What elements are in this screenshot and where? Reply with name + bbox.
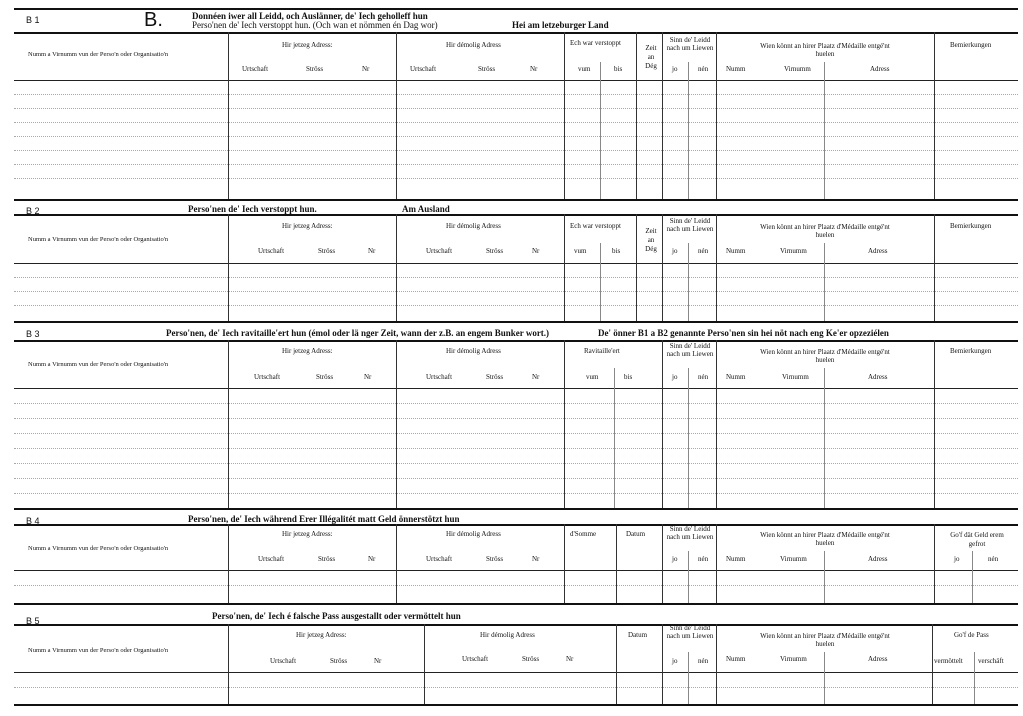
col-somme-header: d'Somme [570,530,597,538]
section-title-extra: Am Ausland [402,204,450,214]
sub-urtschaft: Urtschaft [410,65,437,73]
col-remarks-header: Bemierkungen [950,41,992,49]
sub-jo: jo [672,247,678,255]
col-hid-header: Ech war verstoppt [570,222,621,230]
sub-nr: Nr [530,65,538,73]
section-title-line2: Perso'nen de' Iech verstoppt hun. (Och wan et nömmen én Dag wor) [192,20,438,30]
col-alive-header: Sinn de' Leidd nach um Liewen [666,525,714,541]
section-b3 [14,326,1018,510]
sub-nr: Nr [364,373,372,381]
sub-stross: Ströss [330,657,348,665]
section-big-letter: B. [144,9,163,31]
sub-nr: Nr [362,65,370,73]
sub-adress: Adress [868,247,888,255]
sub-stross: Ströss [318,555,336,563]
col-who-header: Wien könnt an hirer Plaatz d'Médaille entgé'nt huelen [760,632,890,648]
sub-urtschaft: Urtschaft [426,555,453,563]
col-time-header: Zeit an Dég [645,227,657,253]
col-remarks-header: Bemierkungen [950,222,992,230]
sub-numm: Numm [726,247,746,255]
sub-urtschaft: Urtschaft [270,657,297,665]
sub-vum: vum [578,65,591,73]
sub-urtschaft: Urtschaft [426,373,453,381]
col-old-address-header: Hir démolig Adress [446,222,501,230]
sub-verschaft: verschäft [978,657,1004,665]
sub-nen: nén [698,65,709,73]
col-name-header: Numm a Virnumm vun der Perso'n oder Organisatio'n [28,361,169,368]
sub-nr: Nr [374,657,382,665]
sub-vermettelt: vermöttelt [934,657,963,665]
col-remarks-header: Bemierkungen [950,347,992,355]
section-title: Perso'nen, de' Iech ravitaille'ert hun (émol oder lä nger Zeit, wann der z.B. an engem Bunker wort.) [166,328,550,338]
sub-vum: vum [574,247,587,255]
section-code: B 2 [26,206,40,216]
sub-stross: Ströss [318,247,336,255]
sub-virnumm: Virnumm [780,655,807,663]
section-title: Perso'nen de' Iech verstoppt hun. [188,204,317,214]
sub-nr: Nr [368,555,376,563]
sub-stross: Ströss [486,555,504,563]
sub-nen: nén [698,247,709,255]
sub-vum: vum [586,373,599,381]
sub-jo: jo [672,657,678,665]
sub-nr: Nr [532,555,540,563]
col-old-address-header: Hir démolig Adress [446,41,501,49]
col-who-header: Wien könnt an hirer Plaatz d'Médaille entgé'nt huelen [760,42,890,58]
col-goif-header: Go'f de Pass [954,631,989,639]
sub-urtschaft: Urtschaft [462,655,489,663]
section-b1 [14,8,1018,200]
sub-numm: Numm [726,373,746,381]
sub-stross: Ströss [478,65,496,73]
sub-stross: Ströss [486,247,504,255]
col-who-header: Wien könnt an hirer Plaatz d'Médaille entgé'nt huelen [760,223,890,239]
sub-stross: Ströss [486,373,504,381]
section-b2 [14,203,1018,323]
col-name-header: Numm a Virnumm vun der Perso'n oder Organisatio'n [28,545,169,552]
col-alive-header: Sinn de' Leidd nach um Liewen [666,36,714,52]
sub-jo: jo [672,65,678,73]
sub-virnumm: Virnumm [782,373,809,381]
sub-nr: Nr [566,655,574,663]
sub-urtschaft: Urtschaft [258,247,285,255]
sub-nr: Nr [532,247,540,255]
col-time-header: Zeit an Dég [645,44,657,70]
sub-bis: bis [612,247,621,255]
sub-jo: jo [954,555,960,563]
section-code: B 4 [26,516,40,526]
sub-nr: Nr [368,247,376,255]
section-code: B 1 [26,15,40,25]
col-name-header: Numm a Virnumm vun der Perso'n oder Organisatio'n [28,51,169,58]
col-who-header: Wien könnt an hirer Plaatz d'Médaille entgé'nt huelen [760,531,890,547]
section-title-extra: Hei am letzeburger Land [512,20,609,30]
section-title-extra: De' önner B1 a B2 genannte Perso'nen sin hei nöt nach eng Ke'er opzeziélen [598,328,889,338]
col-alive-header: Sinn de' Leidd nach um Liewen [666,217,714,233]
sub-urtschaft: Urtschaft [254,373,281,381]
col-current-address-header: Hir jetzeg Adress: [282,222,333,230]
sub-virnumm: Virnumm [784,65,811,73]
section-title: Perso'nen, de' Iech während Erer Illégalitét matt Geld önnerstötzt hun [188,514,460,524]
sub-urtschaft: Urtschaft [242,65,269,73]
col-old-address-header: Hir démolig Adress [480,631,535,639]
col-old-address-header: Hir démolig Adress [446,347,501,355]
sub-jo: jo [672,555,678,563]
col-who-header: Wien könnt an hirer Plaatz d'Médaille entgé'nt huelen [760,348,890,364]
col-name-header: Numm a Virnumm vun der Perso'n oder Organisatio'n [28,647,169,654]
sub-jo: jo [672,373,678,381]
col-name-header: Numm a Virnumm vun der Perso'n oder Organisatio'n [28,236,169,243]
sub-adress: Adress [868,655,888,663]
sub-virnumm: Virnumm [780,555,807,563]
sub-adress: Adress [868,555,888,563]
sub-nr: Nr [532,373,540,381]
sub-stross: Ströss [522,655,540,663]
section-title: Perso'nen, de' Iech é falsche Pass ausgestallt oder vermöttelt hun [212,611,461,621]
section-code: B 5 [26,616,40,626]
sub-bis: bis [624,373,633,381]
col-goif-header: Go'f dät Geld erem gefrot [950,531,1004,548]
col-current-address-header: Hir jetzeg Adress: [282,530,333,538]
sub-bis: bis [614,65,623,73]
col-alive-header: Sinn de' Leidd nach um Liewen [666,342,714,358]
col-alive-header: Sinn de' Leidd nach um Liewen [666,624,714,640]
sub-adress: Adress [868,373,888,381]
sub-nen: nén [698,657,709,665]
sub-numm: Numm [726,65,746,73]
sub-stross: Ströss [306,65,324,73]
col-datum-header: Datum [626,530,646,538]
section-b5 [14,612,1018,712]
col-hid-header: Ech war verstoppt [570,39,621,47]
col-old-address-header: Hir démolig Adress [446,530,501,538]
sub-numm: Numm [726,655,746,663]
sub-virnumm: Virnumm [780,247,807,255]
sub-nen: nén [698,373,709,381]
sub-nen: nén [698,555,709,563]
section-title-line1: Donnéen iwer all Leidd, och Auslänner, de' Iech geholleff hun [192,11,428,21]
col-ravitaille-header: Ravitaille'ert [584,347,620,355]
sub-urtschaft: Urtschaft [258,555,285,563]
section-code: B 3 [26,329,40,339]
sub-numm: Numm [726,555,746,563]
sub-adress: Adress [870,65,890,73]
sub-urtschaft: Urtschaft [426,247,453,255]
col-datum-header: Datum [628,631,648,639]
section-b4 [14,513,1018,607]
col-current-address-header: Hir jetzeg Adress: [282,347,333,355]
sub-nen: nén [988,555,999,563]
col-current-address-header: Hir jetzeg Adress: [296,631,347,639]
sub-stross: Ströss [316,373,334,381]
col-current-address-header: Hir jetzeg Adress: [282,41,333,49]
